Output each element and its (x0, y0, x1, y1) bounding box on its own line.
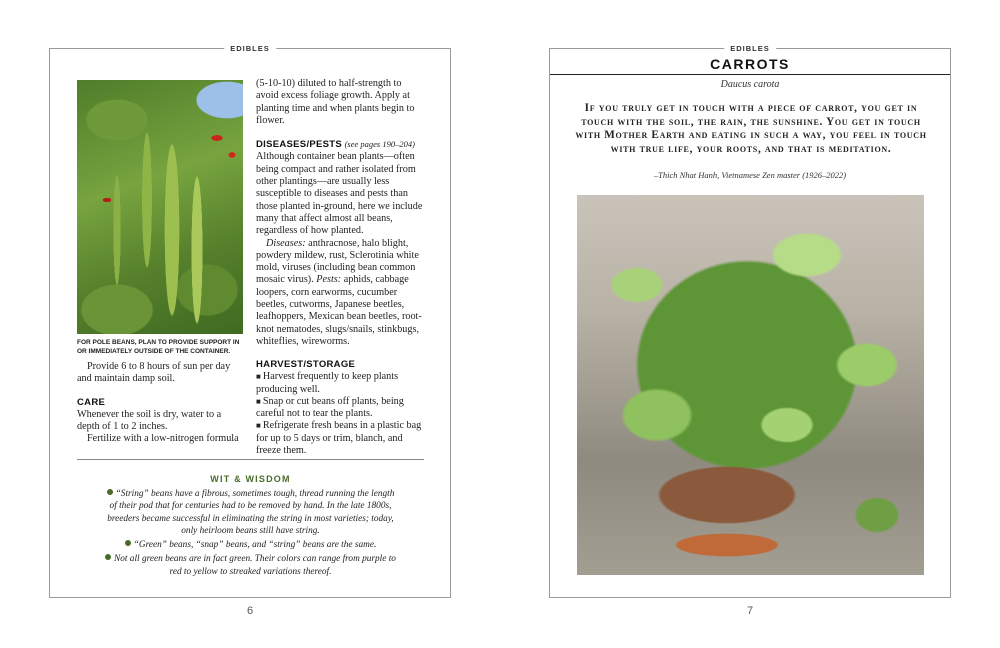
diseases-pests-list (256, 238, 426, 349)
harvest-item: ■ Harvest frequently to keep plants producing well. (256, 371, 426, 396)
running-head: EDIBLES (724, 43, 776, 55)
text-column-left (77, 361, 244, 445)
wit-and-wisdom-box (77, 459, 424, 580)
bullet-dot-icon (105, 554, 111, 560)
diseases-list: anthracnose, halo blight, powdery mildew, rust, Sclerotinia white mold, viruses (including bean common mosaic virus). (256, 237, 419, 286)
running-head: EDIBLES (224, 43, 276, 55)
right-page (549, 44, 951, 598)
care-paragraph: Whenever the soil is dry, water to a depth of 1 to 2 inches. (77, 408, 222, 432)
page-number-right: 7 (746, 605, 754, 617)
diseases-label: Diseases: (266, 237, 306, 249)
diseases-intro: Although container bean plants—often being compact and rather isolated from other plantings—are usually less susceptible to diseases and pests than those planted in-ground, here we include many that affect almost all beans, regardless of how planted. (256, 151, 423, 237)
epigraph-quote: If you truly get in touch with a piece of carrot, you get in touch with the soil, the rain, the sunshine. You get in touch with Mother Earth and eating in such a way, you feel in touch with true life, your roots, and that is meditation. (575, 102, 927, 155)
pests-list: aphids, cabbage loopers, corn earworms, cucumber beetles, cutworms, Japanese beetles, leafhoppers, Mexican bean beetles, root-knot nematodes, slugs/snails, stinkbugs, whiteflies, wireworms. (256, 274, 422, 347)
diseases-heading-row (256, 138, 426, 151)
bullet-dot-icon (107, 489, 113, 495)
pests-label: Pests: (316, 274, 342, 286)
quote-attribution: –Thich Nhat Hanh, Vietnamese Zen master (1926–2022) (653, 170, 847, 180)
sun-paragraph: Provide 6 to 8 hours of sun per day and maintain damp soil. (77, 361, 231, 385)
wit-wisdom-title: WIT & WISDOM (210, 474, 291, 484)
carrot-container-photo (577, 195, 924, 575)
diseases-heading: DISEASES/PESTS (256, 139, 343, 151)
harvest-item: ■ Snap or cut beans off plants, being careful not to tear the plants. (256, 396, 426, 421)
fertilize-continued: (5-10-10) diluted to half-strength to avoid excess foliage growth. Apply at planting time and when plants begin to flower. (256, 78, 415, 126)
pole-beans-photo (77, 80, 243, 334)
page-number-left: 6 (246, 605, 254, 617)
harvest-heading: HARVEST/STORAGE (256, 359, 356, 371)
care-heading: CARE (77, 396, 106, 408)
fertilize-paragraph: Fertilize with a low-nitrogen formula (87, 433, 239, 445)
left-page (49, 44, 451, 598)
photo-caption: FOR POLE BEANS, PLAN TO PROVIDE SUPPORT IN OR IMMEDIATELY OUTSIDE OF THE CONTAINER. (77, 339, 240, 355)
wit-item: “Green” beans, “snap” beans, and “string” beans are the same. (77, 539, 424, 551)
text-column-right (256, 78, 426, 457)
wit-item: “String” beans have a fibrous, sometimes tough, thread running the length of their pod that for centuries had to be removed by hand. In the late 1800s, breeders became successful in eliminating the string in most varieties; today, only heirloom beans still have string. (107, 489, 395, 536)
wit-item: Not all green beans are in fact green. Their colors can range from purple to red to yellow to streaked variations thereof. (77, 553, 424, 578)
latin-name: Daucus carota (720, 79, 780, 90)
bullet-dot-icon (125, 540, 131, 546)
chapter-title: CARROTS (710, 56, 790, 72)
diseases-page-note: (see pages 190–204) (344, 139, 415, 150)
harvest-item: ■ Refrigerate fresh beans in a plastic bag for up to 5 days or trim, blanch, and freeze them. (256, 420, 426, 457)
